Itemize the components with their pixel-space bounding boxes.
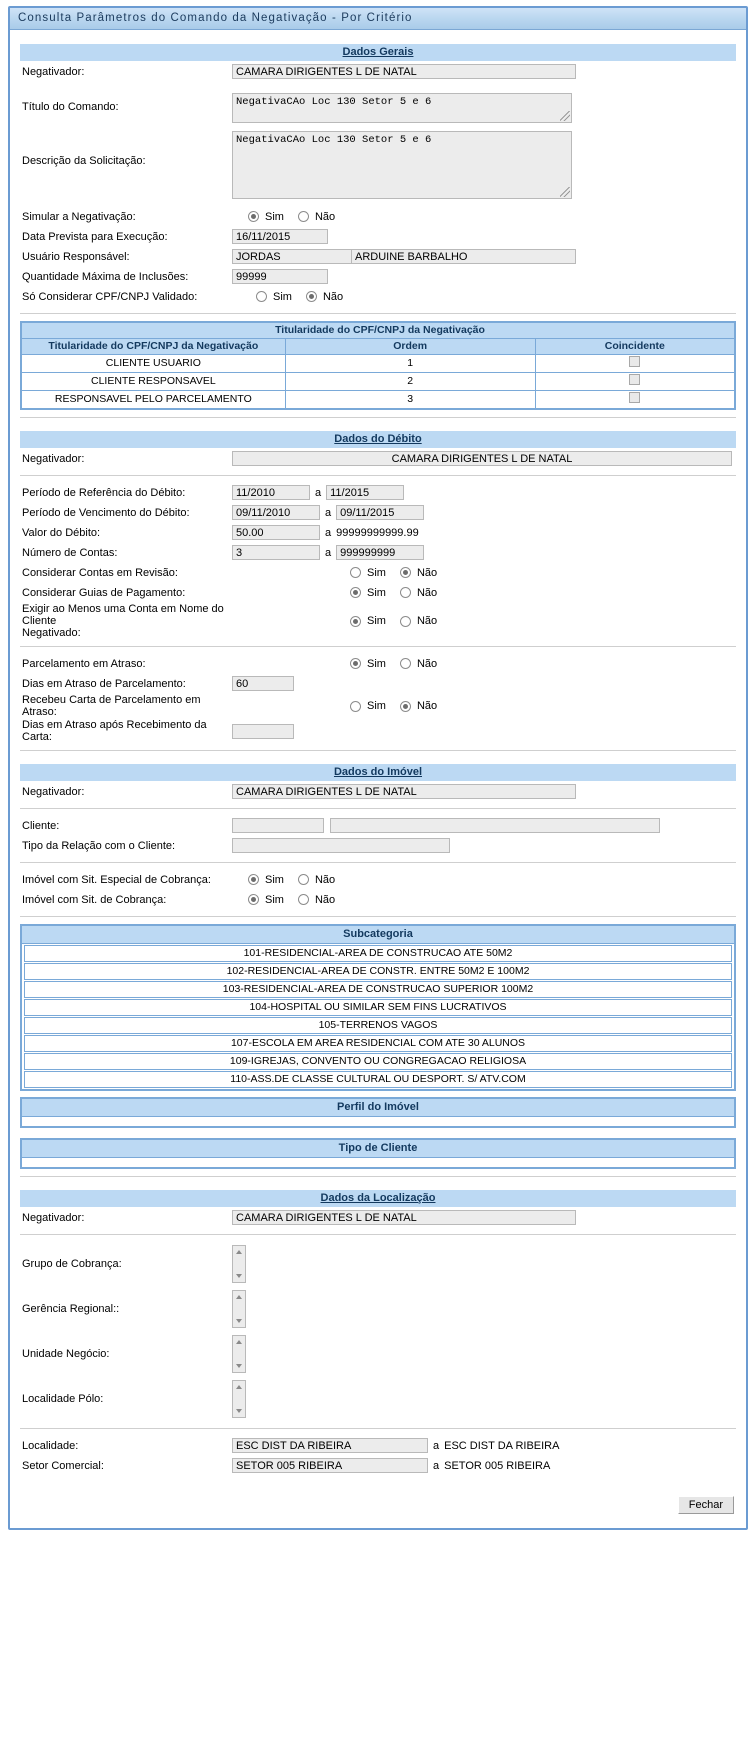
listbox-subcategoria-title: Subcategoria (22, 926, 734, 944)
cell-coincidente (535, 373, 735, 391)
cell-coincidente (535, 355, 735, 373)
table-row (21, 373, 735, 391)
separator-a: a (433, 1439, 440, 1452)
cell-ordem: 2 (285, 373, 535, 391)
cell-coincidente (535, 391, 735, 410)
label-quantidade-maxima: Quantidade Máxima de Inclusões: (22, 270, 189, 283)
label-negativador-localizacao: Negativador: (22, 1211, 85, 1224)
row-simular-negativacao (20, 207, 736, 226)
label-localidade-polo: Localidade Pólo: (22, 1393, 104, 1405)
label-carta-parcelamento: Recebeu Carta de Parcelamento em Atraso: (22, 694, 201, 718)
field-data-prevista[interactable]: 16/11/2015 (232, 229, 328, 244)
row-tipo-relacao (20, 836, 736, 855)
label-nao: Não (314, 873, 336, 886)
listbox-perfil-imovel[interactable] (20, 1097, 736, 1128)
label-tipo-relacao: Tipo da Relação com o Cliente: (22, 839, 176, 852)
table-titularidade (20, 321, 736, 410)
row-data-prevista (20, 227, 736, 246)
label-sim: Sim (367, 700, 386, 712)
window-content (10, 30, 746, 1528)
label-exigir-line2: Negativado: (22, 627, 81, 639)
textarea-titulo-comando[interactable]: NegativaCAo Loc 130 Setor 5 e 6 (232, 93, 572, 123)
label-data-prevista: Data Prevista para Execução: (22, 230, 168, 243)
label-setor-comercial: Setor Comercial: (22, 1459, 104, 1472)
row-sit-cobranca (20, 890, 736, 909)
label-titulo-comando: Título do Comando: (22, 101, 119, 113)
label-sim: Sim (265, 873, 284, 886)
list-item[interactable]: 101-RESIDENCIAL-AREA DE CONSTRUCAO ATE 50M2 (24, 945, 732, 962)
label-numero-contas: Número de Contas: (22, 546, 118, 559)
field-quantidade-maxima[interactable]: 99999 (232, 269, 328, 284)
section-dados-localizacao: Dados da Localização (20, 1190, 736, 1207)
cell-ordem: 1 (285, 355, 535, 373)
list-item[interactable]: 105-TERRENOS VAGOS (24, 1017, 732, 1034)
divider (20, 1428, 736, 1429)
listbox-grupo-cobranca[interactable] (232, 1245, 246, 1283)
label-cpf-sim: Sim (273, 290, 292, 303)
list-item[interactable]: 104-HOSPITAL OU SIMILAR SEM FINS LUCRATIVOS (24, 999, 732, 1016)
arrow-down-icon[interactable] (236, 1319, 242, 1323)
row-sit-especial (20, 870, 736, 889)
section-dados-debito: Dados do Débito (20, 431, 736, 448)
field-tipo-relacao[interactable] (232, 838, 450, 853)
field-periodo-venc-ate[interactable]: 09/11/2015 (336, 505, 424, 520)
label-periodo-vencimento: Período de Vencimento do Débito: (22, 506, 190, 519)
row-cpf-validado (20, 287, 736, 306)
col-ordem: Ordem (285, 339, 535, 355)
section-dados-imovel: Dados do Imóvel (20, 764, 736, 781)
row-negativador-debito (20, 449, 736, 468)
label-nao: Não (416, 586, 438, 599)
label-simular-negativacao: Simular a Negativação: (22, 210, 136, 223)
row-numero-contas (20, 543, 736, 562)
radio-sit-especial-nao[interactable] (298, 874, 309, 885)
row-setor-comercial (20, 1456, 736, 1475)
list-item[interactable]: 102-RESIDENCIAL-AREA DE CONSTR. ENTRE 50M2 E 100M2 (24, 963, 732, 980)
row-cliente (20, 816, 736, 835)
field-num-contas-de[interactable]: 3 (232, 545, 320, 560)
cell-ordem: 3 (285, 391, 535, 410)
row-descricao-solicitacao (20, 131, 736, 199)
label-contas-revisao: Considerar Contas em Revisão: (22, 566, 178, 579)
separator-a: a (433, 1459, 440, 1472)
list-item[interactable]: 110-ASS.DE CLASSE CULTURAL OU DESPORT. S/ ATV.COM (24, 1071, 732, 1088)
field-negativador-debito[interactable]: CAMARA DIRIGENTES L DE NATAL (232, 451, 732, 466)
radio-carta-nao[interactable] (400, 701, 411, 712)
field-cliente-nome[interactable] (330, 818, 660, 833)
footer (10, 1490, 746, 1522)
label-nao: Não (416, 700, 438, 712)
radio-sit-cobranca-nao[interactable] (298, 894, 309, 905)
label-exigir-line1: Exigir ao Menos uma Conta em Nome do Cliente (22, 603, 224, 627)
listbox-unidade-negocio[interactable] (232, 1335, 246, 1373)
label-sim: Sim (367, 566, 386, 579)
list-item[interactable]: 109-IGREJAS, CONVENTO OU CONGREGACAO RELIGIOSA (24, 1053, 732, 1070)
arrow-down-icon[interactable] (236, 1409, 242, 1413)
label-grupo-cobranca: Grupo de Cobrança: (22, 1258, 122, 1270)
field-valor-de[interactable]: 50.00 (232, 525, 320, 540)
field-setor-de[interactable]: SETOR 005 RIBEIRA (232, 1458, 428, 1473)
label-sit-cobranca: Imóvel com Sit. de Cobrança: (22, 893, 167, 906)
divider (20, 808, 736, 809)
radio-contas-revisao-nao[interactable] (400, 567, 411, 578)
table-header-row (21, 339, 735, 355)
separator-a: a (325, 526, 332, 539)
radio-guias-sim[interactable] (350, 587, 361, 598)
listbox-perfil-title: Perfil do Imóvel (22, 1099, 734, 1117)
label-exigir-conta-nome (20, 603, 232, 639)
divider (20, 750, 736, 751)
label-sim: Sim (265, 893, 284, 906)
divider (20, 916, 736, 917)
label-dias-apos-carta: Dias em Atraso após Recebimento da Carta: (22, 719, 207, 743)
label-sit-especial: Imóvel com Sit. Especial de Cobrança: (22, 873, 211, 886)
label-gerencia-regional: Gerência Regional:: (22, 1303, 120, 1315)
label-simular-sim: Sim (265, 210, 284, 223)
checkbox-coincidente[interactable] (629, 374, 640, 385)
label-localidade: Localidade: (22, 1439, 79, 1452)
field-usuario-matricula[interactable]: JORDAS (232, 249, 352, 264)
field-negativador-localizacao[interactable]: CAMARA DIRIGENTES L DE NATAL (232, 1210, 576, 1225)
cell-titularidade: RESPONSAVEL PELO PARCELAMENTO (21, 391, 285, 410)
label-sim: Sim (367, 586, 386, 599)
row-negativador-imovel (20, 782, 736, 801)
listbox-gerencia-regional[interactable] (232, 1290, 246, 1328)
label-parcelamento-atraso: Parcelamento em Atraso: (22, 657, 146, 670)
label-negativador: Negativador: (22, 65, 85, 78)
label-simular-nao: Não (314, 210, 336, 223)
row-periodo-referencia (20, 483, 736, 502)
row-titulo-comando (20, 93, 736, 123)
label-periodo-referencia: Período de Referência do Débito: (22, 486, 186, 499)
field-periodo-venc-de[interactable]: 09/11/2010 (232, 505, 320, 520)
checkbox-coincidente[interactable] (629, 356, 640, 367)
listbox-tipo-cliente-title: Tipo de Cliente (22, 1140, 734, 1158)
label-cliente: Cliente: (22, 819, 60, 832)
label-cpf-validado: Só Considerar CPF/CNPJ Validado: (22, 290, 198, 303)
radio-sit-cobranca-sim[interactable] (248, 894, 259, 905)
radio-guias-nao[interactable] (400, 587, 411, 598)
row-unidade-negocio (20, 1332, 736, 1376)
label-negativador-imovel: Negativador: (22, 785, 85, 798)
text-valor-ate: 99999999999.99 (336, 526, 419, 539)
separator-a: a (325, 546, 332, 559)
listbox-subcategoria[interactable] (20, 924, 736, 1091)
field-periodo-ref-ate[interactable]: 11/2015 (326, 485, 404, 500)
row-dias-apos-carta (20, 719, 736, 743)
arrow-down-icon[interactable] (236, 1274, 242, 1278)
label-cpf-nao: Não (322, 290, 344, 303)
label-nao: Não (416, 615, 438, 627)
row-exigir-conta-nome (20, 603, 736, 639)
close-button[interactable]: Fechar (678, 1496, 734, 1514)
row-grupo-cobranca (20, 1242, 736, 1286)
checkbox-coincidente[interactable] (629, 392, 640, 403)
radio-sit-especial-sim[interactable] (248, 874, 259, 885)
col-titularidade: Titularidade do CPF/CNPJ da Negativação (21, 339, 285, 355)
radio-carta-sim[interactable] (350, 701, 361, 712)
radio-simular-sim[interactable] (248, 211, 259, 222)
divider (20, 417, 736, 418)
row-carta-parcelamento (20, 694, 736, 718)
row-parcelamento-atraso (20, 654, 736, 673)
field-negativador-imovel[interactable]: CAMARA DIRIGENTES L DE NATAL (232, 784, 576, 799)
divider (20, 1176, 736, 1177)
divider (20, 862, 736, 863)
row-usuario-responsavel (20, 247, 736, 266)
row-negativador-localizacao (20, 1208, 736, 1227)
radio-exigir-sim[interactable] (350, 616, 361, 627)
label-valor-debito: Valor do Débito: (22, 526, 101, 539)
row-dias-atraso (20, 674, 736, 693)
field-negativador[interactable]: CAMARA DIRIGENTES L DE NATAL (232, 64, 576, 79)
separator-a: a (315, 486, 322, 499)
row-guias-pagamento (20, 583, 736, 602)
label-nao: Não (416, 566, 438, 579)
label-usuario-responsavel: Usuário Responsável: (22, 250, 130, 263)
table-titularidade-title: Titularidade do CPF/CNPJ da Negativação (21, 322, 735, 339)
list-item[interactable]: 107-ESCOLA EM AREA RESIDENCIAL COM ATE 30 ALUNOS (24, 1035, 732, 1052)
table-row (21, 391, 735, 410)
divider (20, 1234, 736, 1235)
label-sim: Sim (367, 657, 386, 670)
listbox-tipo-cliente[interactable] (20, 1138, 736, 1169)
text-localidade-ate: ESC DIST DA RIBEIRA (444, 1439, 560, 1452)
field-periodo-ref-de[interactable]: 11/2010 (232, 485, 310, 500)
row-localidade-polo (20, 1377, 736, 1421)
divider (20, 313, 736, 314)
radio-parcelamento-sim[interactable] (350, 658, 361, 669)
field-localidade-de[interactable]: ESC DIST DA RIBEIRA (232, 1438, 428, 1453)
row-periodo-vencimento (20, 503, 736, 522)
label-sim: Sim (367, 615, 386, 627)
label-descricao-solicitacao: Descrição da Solicitação: (22, 155, 146, 167)
row-valor-debito (20, 523, 736, 542)
field-cliente-codigo[interactable] (232, 818, 324, 833)
row-localidade (20, 1436, 736, 1455)
section-dados-gerais: Dados Gerais (20, 44, 736, 61)
table-row (21, 355, 735, 373)
label-unidade-negocio: Unidade Negócio: (22, 1348, 110, 1360)
text-setor-ate: SETOR 005 RIBEIRA (444, 1459, 551, 1472)
radio-cpf-sim[interactable] (256, 291, 267, 302)
col-coincidente: Coincidente (535, 339, 735, 355)
row-gerencia-regional (20, 1287, 736, 1331)
field-num-contas-ate[interactable]: 999999999 (336, 545, 424, 560)
radio-exigir-nao[interactable] (400, 616, 411, 627)
radio-contas-revisao-sim[interactable] (350, 567, 361, 578)
label-negativador-debito: Negativador: (22, 452, 85, 465)
list-item[interactable]: 103-RESIDENCIAL-AREA DE CONSTRUCAO SUPERIOR 100M2 (24, 981, 732, 998)
divider (20, 475, 736, 476)
radio-parcelamento-nao[interactable] (400, 658, 411, 669)
page-root (0, 6, 756, 1751)
row-quantidade-maxima (20, 267, 736, 286)
label-guias-pagamento: Considerar Guias de Pagamento: (22, 586, 186, 599)
row-negativador-gerais (20, 62, 736, 81)
label-nao: Não (314, 893, 336, 906)
arrow-up-icon[interactable] (236, 1385, 242, 1389)
row-contas-revisao (20, 563, 736, 582)
radio-simular-nao[interactable] (298, 211, 309, 222)
listbox-localidade-polo[interactable] (232, 1380, 246, 1418)
field-usuario-nome[interactable]: ARDUINE BARBALHO (352, 249, 576, 264)
window-title: Consulta Parâmetros do Comando da Negativação - Por Critério (10, 8, 746, 30)
label-dias-atraso: Dias em Atraso de Parcelamento: (22, 677, 186, 690)
field-dias-apos-carta[interactable] (232, 724, 294, 739)
dialog-window (8, 6, 748, 1530)
radio-cpf-nao[interactable] (306, 291, 317, 302)
label-nao: Não (416, 657, 438, 670)
separator-a: a (325, 506, 332, 519)
divider (20, 646, 736, 647)
arrow-down-icon[interactable] (236, 1364, 242, 1368)
textarea-descricao-solicitacao[interactable]: NegativaCAo Loc 130 Setor 5 e 6 (232, 131, 572, 199)
arrow-up-icon[interactable] (236, 1250, 242, 1254)
arrow-up-icon[interactable] (236, 1295, 242, 1299)
cell-titularidade: CLIENTE RESPONSAVEL (21, 373, 285, 391)
arrow-up-icon[interactable] (236, 1340, 242, 1344)
field-dias-atraso[interactable]: 60 (232, 676, 294, 691)
cell-titularidade: CLIENTE USUARIO (21, 355, 285, 373)
